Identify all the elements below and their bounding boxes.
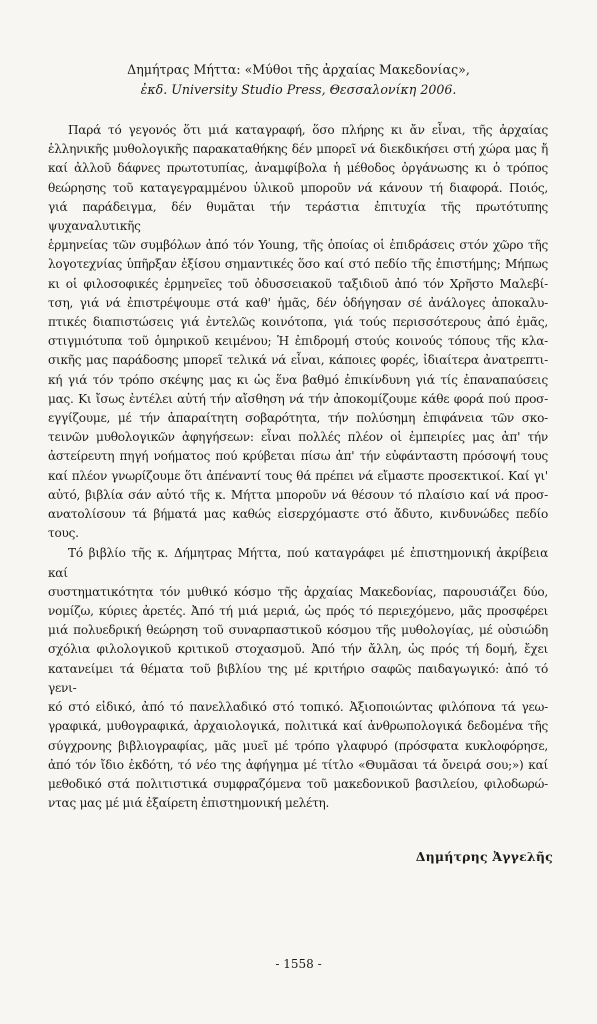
text-line: καί ἀλλοῦ δάφνες πρωτοτυπίας, ἀναμφίβολα ἡ μέθοδος ὀργάνωσης κι ὁ τρόπος [48, 161, 548, 176]
text-line: γραφικά, μυθογραφικά, ἀρχαιολογικά, πολιτικά καί ἀνθρωπολογικά δεδομένα τῆς [48, 719, 548, 734]
review-body [48, 121, 548, 813]
text-line: μιά πολυεδρική θεώρηση τοῦ συναρπαστικοῦ κόσμου τῆς μυθολογίας, μέ οὐσιώδη [48, 623, 548, 638]
text-line: σύγχρονης βιβλιογραφίας, μᾶς μυεῖ μέ τρόπο γλαφυρό (πρόσφατα κυκλοφόρησε, [48, 738, 548, 753]
text-line: κό στό εἰδικό, ἀπό τό πανελλαδικό στό τοπικό. Ἀξιοποιώντας φιλόπονα τά γεω- [48, 700, 548, 715]
text-line: μεθοδικό στά πολιτιστικά συμφραζόμενα τοῦ μακεδονικοῦ βασιλείου, φιλοδωρώ- [48, 776, 548, 791]
text-line: συστηματικότητα τόν μυθικό κόσμο τῆς ἀρχαίας Μακεδονίας, παρουσιάζει δύο, [48, 584, 548, 599]
text-line: τση, γιά νά ἐπιστρέψουμε στά καθ' ἡμᾶς, δέν ὁδήγησαν σέ ἀνάλογες ἀποκαλυ- [48, 295, 548, 310]
text-line: κή γιά τόν τρόπο σκέψης μας κι ὡς ἕνα βαθμό ἐπικίνδυνη γιά τίς ἐπαναπαύσεις [48, 372, 548, 387]
text-line: ανατολίσουν τά βήματά μας καθώς εἰσερχόμαστε στό ἄδυτο, κινδυνώδες πεδίο [48, 507, 548, 522]
text-line: ἀστείρευτη πηγή νοήματος πού κρύβεται πίσω ἀπ' τήν εὐφάνταστη πρόσοψή τους [48, 449, 548, 464]
text-line: καί πλέον γνωρίζουμε ὅτι ἀπέναντί τους θά πρέπει νά εἴμαστε προσεκτικοί. Καί γι' [48, 468, 548, 483]
text-line: πτικές διαπιστώσεις γιά ἐντελῶς κοινότοπα, γιά τούς περισσότερους ἀπό ἐμᾶς, [48, 315, 548, 330]
review-paragraph-1 [48, 121, 548, 543]
text-line: στιγμιότυπα τοῦ ὁμηρικοῦ κειμένου; Ἡ ἐπιδρομή στούς κοινούς τόπους τῆς κλα- [48, 334, 548, 349]
text-line: Παρά τό γεγονός ὅτι μιά καταγραφή, ὅσο πλήρης κι ἄν εἶναι, τῆς ἀρχαίας [68, 123, 548, 137]
review-paragraph-2 [48, 544, 548, 813]
text-line: σχόλια φιλολογικοῦ κριτικοῦ στοχασμοῦ. Ἀπό τήν ἄλλη, ὡς πρός τή δομή, ἔχει [48, 642, 548, 657]
page-number: - 1558 - [275, 957, 322, 971]
text-line: τους. [48, 526, 79, 541]
text-line: εγγίζουμε, μέ τήν ἀπαραίτητη σοβαρότητα, τήν πολύσημη ἐπιφάνεια τῶν σκο- [48, 411, 548, 426]
text-line: ἑλληνικῆς μυθολογικῆς παρακαταθήκης δέν μπορεῖ νά διεκδικήσει στή χώρα μας ἤ [48, 142, 548, 157]
citation-publisher-line: ἐκδ. University Studio Press, Θεσσαλονίκη 2006. [140, 82, 457, 97]
text-line: ἀπό τόν ἴδιο ἐκδότη, τό νέο της ἀφήγημα μέ τίτλο «Θυμᾶσαι τά ὄνειρά σου;») καί [48, 757, 548, 772]
text-line: νομίζω, κύριες ἀρετές. Ἀπό τή μιά μεριά, ὡς πρός τό περιεχόμενο, μᾶς προσφέρει [48, 604, 548, 619]
citation-author-title: Δημήτρας Μήττα: «Μύθοι τῆς ἀρχαίας Μακεδονίας», [127, 62, 470, 77]
text-line: σικῆς μας παράδοσης μπορεῖ τελικά νά εἶναι, κάποιες φορές, ἰδιαίτερα ἀνατρεπτι- [48, 353, 548, 368]
text-line: κι οἱ φιλοσοφικές ἑρμηνεῖες τοῦ ὀδυσσειακοῦ ταξιδιοῦ ἀπό τόν Χρῆστο Μαλεβί- [48, 276, 548, 291]
text-line: κατανείμει τά θέματα τοῦ βιβλίου της μέ κριτήριο σαφῶς παιδαγωγικό: ἀπό τό γενι- [48, 661, 548, 695]
text-line: Τό βιβλίο τῆς κ. Δήμητρας Μήττα, πού καταγράφει μέ ἐπιστημονική ἀκρίβεια καί [48, 546, 548, 580]
text-line: ντας μας μέ μιά ἐξαίρετη ἐπιστημονική μελέτη. [48, 796, 330, 811]
text-line: γιά παράδειγμα, δέν θυμᾶται τήν τεράστια ἐπιτυχία τῆς πρωτότυπης ψυχαναλυτικῆς [48, 199, 548, 234]
text-line: θεώρησης τοῦ καταγεγραμμένου ὑλικοῦ μποροῦν νά κάνουν τή διαφορά. Ποιός, [48, 180, 548, 195]
text-line: τεινῶν μυθολογικῶν ἀφηγήσεων: εἶναι πολλές πλέον οἱ ἐμπειρίες μας ἀπ' τήν [48, 430, 548, 445]
text-line: λογοτεχνίας ὑπῆρξαν ἐξίσου σημαντικές ὅσο καί στό πεδίο τῆς ἐπιστήμης; Μήπως [48, 257, 548, 272]
text-line: μας. Κι ἴσως ἐντέλει αὐτή τήν αἴσθηση νά τήν ἀποκομίζουμε κάθε φορά πού προσ- [48, 391, 548, 406]
book-citation-heading [40, 60, 557, 100]
author-signature: Δημήτρης Ἀγγελῆς [415, 849, 553, 864]
text-line: αὐτό, βιβλία σάν αὐτό τῆς κ. Μήττα μποροῦν νά θέσουν τό πλαίσιο καί νά προσ- [48, 487, 548, 502]
text-line: ἑρμηνείας τῶν συμβόλων ἀπό τόν Young, τῆς ὁποίας οἱ ἐπιδράσεις στόν χῶρο τῆς [48, 238, 548, 253]
